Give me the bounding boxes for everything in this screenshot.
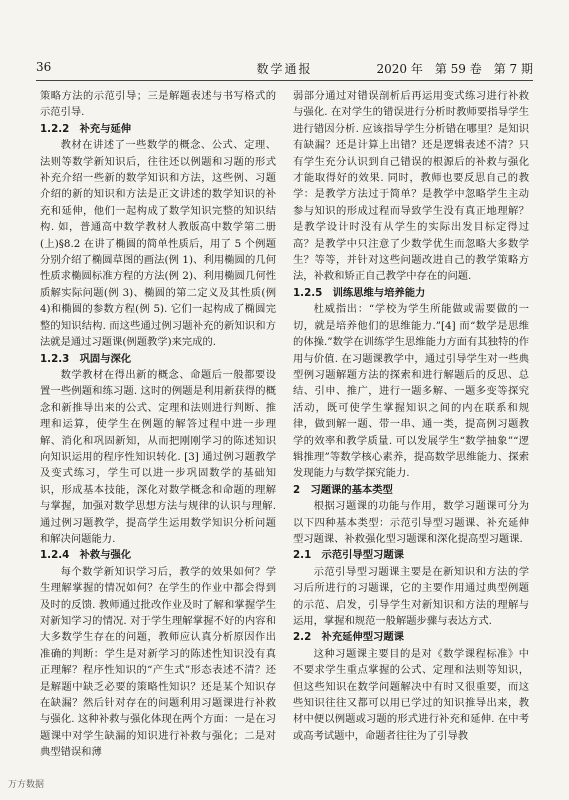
paragraph: 弱部分通过对错误剖析后再运用变式练习进行补救与强化. 在对学生的错误进行分析时教师要指导学生进行错因分析. 应该指导学生分析错在哪里？是知识有缺漏？还是计算上出错？还是逻辑表述不清？只有学生充分认识到自己错误的根源后的补救与强化才能取得好的效果. 同时，教师也要反思自己的教学：是教学方法过于简单？是教学中忽略学生主动参与知识的形成过程而导致学生没有真正地理解？是教学设计时没有从学生的实际出发目标定得过高？是教学中只注意了少数学优生而忽略大多数学生？等等，并针对这些问题改进自己的教学策略方法，补救和矫正自己教学中存在的问题. [293, 90, 529, 283]
paragraph: 每个数学新知识学习后，教学的效果如何？学生理解掌握的情况如何？在学生的作业中都会得到及时的反馈. 教师通过批改作业及时了解和掌握学生对新知学习的情况. 对于学生理解掌握不好的内容和大多数学生存在的问题，教师应认真分析原因作出准确的判断：学生是对新学习的陈述性知识没有真正理解？程序性知识的“产生式”形态表述不清？还是解题中缺乏必要的策略性知识？还是某个知识存在缺漏？然后针对存在的问题利用习题课进行补救与强化. 这种补救与强化体现在两个方面：一是在习题课中对学生缺漏的知识进行补救与强化；二是对典型错误和薄 [40, 565, 276, 759]
paragraph: 数学教材在得出新的概念、命题后一般都要设置一些例题和练习题. 这时的例题是利用新获得的概念和新推导出来的公式、定理和法则进行判断、推理和运算，使学生在例题的解答过程中进一步理解、消化和巩固新知，从而把刚刚学习的陈述知识向知识运用的程序性知识转化. [3] 通过例习题教学及变式练习，学生可以进一步巩固数学的基础知识，形成基本技能，深化对数学概念和命题的理解与掌握，加强对数学思想方法与规律的认识与理解. 通过例习题教学，提高学生运用数学知识分析问题和解决问题能力. [40, 368, 276, 545]
header-rule [36, 80, 533, 81]
right-column [293, 88, 529, 744]
paragraph: 杜威指出：“学校为学生所能做或需要做的一切，就是培养他们的思维能力.”[4] 而“数学是思维的体操.”数学在训练学生思维能力方面有其独特的作用与价值. 在习题课教学中，通过引导学生对一些典型例习题解题方法的探索和进行解题后的反思、总结、引申、推广，进行一题多解、一题多变等探究活动，既可使学生掌握知识之间的内在联系和规律，做到解一题、带一串、通一类，提高例习题教学的效率和教学质量. 可以发展学生“数学抽象”“逻辑推理”等数学核心素养，提高数学思维能力、探索发现能力与数学探究能力. [293, 303, 529, 480]
section-heading: 2.2 补充延伸型习题课 [293, 631, 404, 644]
paragraph: 示范引导型习题课主要是在新知识和方法的学习后所进行的习题课，它的主要作用通过典型例题的示范、启发，引导学生对新知识和方法的理解与运用，掌握和规范一般解题步骤与表达方式. [293, 565, 529, 627]
left-column [40, 88, 276, 761]
section-heading: 1.2.4 补救与强化 [40, 549, 132, 562]
journal-title: 数学通报 [256, 62, 313, 76]
page-number: 36 [36, 60, 52, 74]
issue-info: 2020 年 第 59 卷 第 7 期 [376, 62, 533, 76]
paragraph: 这种习题课主要目的是对《数学课程标准》中不要求学生重点掌握的公式、定理和法则等知识，但这些知识在数学问题解决中有时又很重要，而这些知识往往又都可以用已学过的知识推导出来，教材中便以例题或习题的形式进行补充和延伸. 在中考或高考试题中，命题者往往为了引导教 [293, 647, 529, 742]
section-heading: 1.2.5 训练思维与培养能力 [293, 286, 426, 299]
section-heading: 2 习题课的基本类型 [293, 483, 393, 496]
paragraph: 根据习题课的功能与作用，数学习题课可分为以下四种基本类型：示范引导型习题课、补充延伸型习题课、补救强化型习题课和深化提高型习题课. [293, 500, 529, 545]
section-heading: 2.1 示范引导型习题课 [293, 549, 404, 562]
section-heading: 1.2.2 补充与延伸 [40, 122, 132, 135]
paragraph: 策略方法的示范引导；三是解题表述与书写格式的示范引导. [40, 90, 276, 119]
watermark: 万方数据 [8, 780, 45, 790]
page-header [36, 60, 533, 78]
paragraph: 教材在讲述了一些数学的概念、公式、定理、法则等数学新知识后，往往还以例题和习题的形式补充介绍一些新的数学知识和方法，这些例、习题介绍的新的知识和方法是正文讲述的数学知识的补充和延伸，他们一起构成了数学知识完整的知识结构. 如，普通高中数学教材人教版高中数学第二册(上)§8.2 在讲了椭圆的简单性质后，用了 5 个例题分别介绍了椭圆草图的画法(例 1)、利用椭圆的几何性质求椭圆标准方程的方法(例 2)、利用椭圆几何性质解实际问题(例 3)、椭圆的第二定义及其性质(例 4)和椭圆的参数方程(例 5). 它们一起构成了椭圆完整的知识结构. 而这些通过例习题补充的新知识和方法就是通过习题课(例题教学)来完成的. [40, 139, 276, 349]
section-heading: 1.2.3 巩固与深化 [40, 352, 132, 365]
